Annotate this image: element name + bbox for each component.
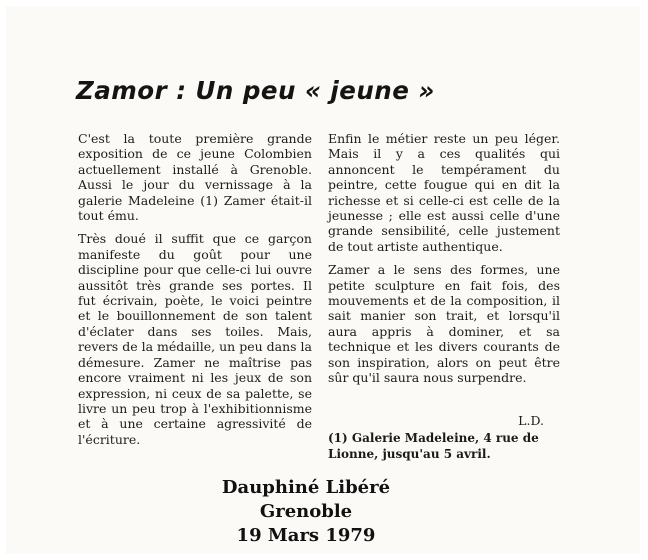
paragraph-talent: Très doué il suffit que ce garçon manifeste du goût pour une discipline pour que celle-ci lui ouvre aussitôt très grande ses portes. Il fut écrivain, poète, le voici peintre et le bouillonnement de son talent d'éclater dans ses toiles. Mais, revers de la médaille, un peu dans la démesure. Zamer ne maîtrise pas encore vraiment ni les jeux de son expression, ni ceux de sa palette, se livre un peu trop à l'exhibitionnisme et à une certaine agressivité de l'écriture. (78, 231, 312, 447)
author-signature: L.D. (518, 413, 544, 428)
paragraph-qualities: Enfin le métier reste un peu léger. Mais il y a ces qualités qui annoncent le tempérament du peintre, cette fougue qui en dit la richesse et si celle-ci est celle de la jeunesse ; elle est aussi celle d'une grande sensibilité, celle justement de tout artiste authentique. (328, 131, 560, 254)
newspaper-clipping (6, 6, 640, 554)
source-city: Grenoble (259, 501, 353, 522)
article-headline: Zamor : Un peu « jeune » (76, 76, 435, 105)
paragraph-forms: Zamer a le sens des formes, une petite sculpture en fait fois, des mouvements et de la composition, il sait manier son trait, et lorsqu'il aura appris à dominer, et sa technique et les divers courants de son inspiration, alors on peut être sûr qu'il saura nous surpendre. (328, 262, 560, 386)
article-column-left (78, 131, 312, 455)
newspaper-name: Dauphiné Libéré (221, 477, 391, 498)
source-caption (166, 476, 446, 548)
gallery-footnote: (1) Galerie Madeleine, 4 rue de Lionne, jusqu'au 5 avril. (328, 431, 539, 461)
article-column-right (328, 131, 560, 394)
publication-date: 19 Mars 1979 (236, 525, 376, 546)
paragraph-intro: C'est la toute première grande exposition de ce jeune Colombien actuellement installé à Grenoble. Aussi le jour du vernissage à la galerie Madeleine (1) Zamer était-il tout ému. (78, 131, 312, 224)
